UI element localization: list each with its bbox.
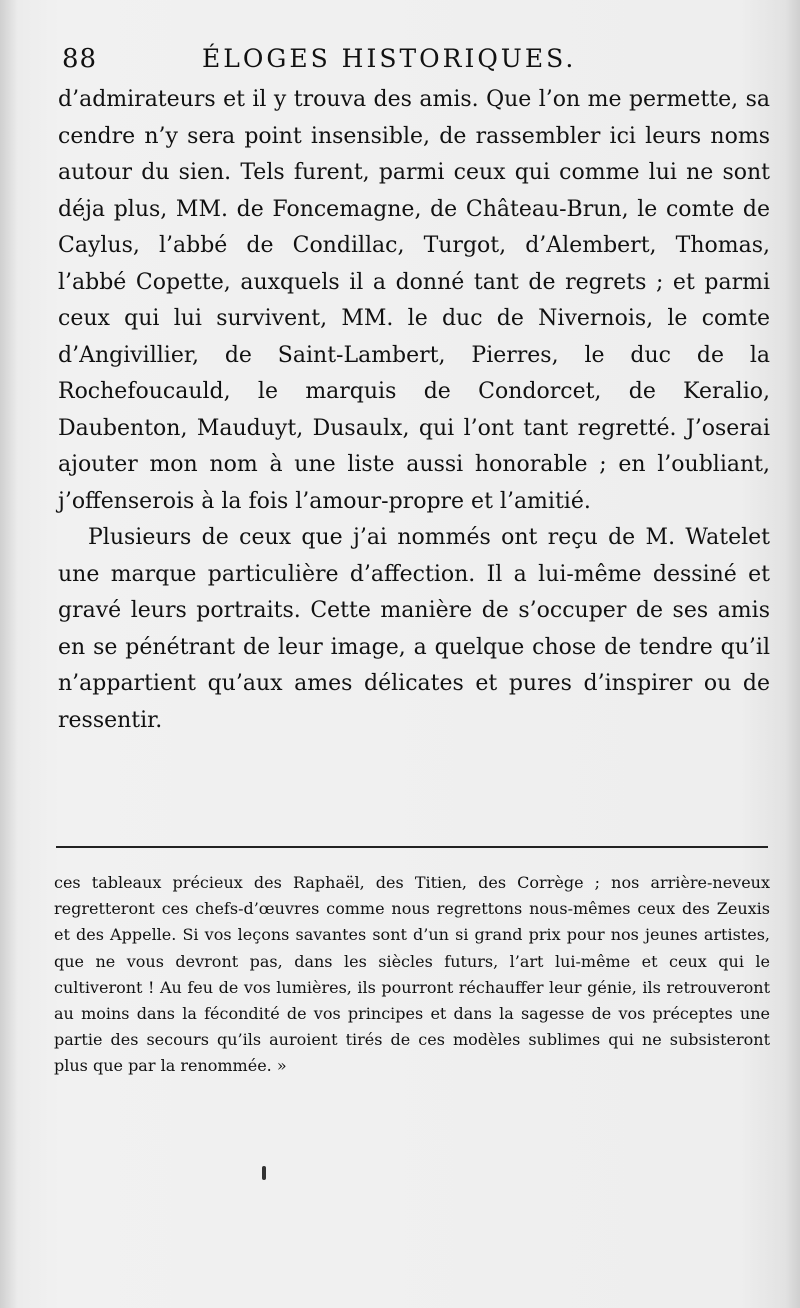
page-number: 88: [62, 44, 98, 74]
footnote: [54, 870, 770, 1080]
main-text: [58, 82, 770, 739]
running-title: ÉLOGES HISTORIQUES.: [202, 44, 577, 73]
paragraph-1: d’admirateurs et il y trouva des amis. Que l’on me permette, sa cendre n’y sera point insensible, de rassembler ici leurs noms autour du sien. Tels furent, parmi ceux qui comme lui ne sont déja plus, MM. de Foncemagne, de Château-Brun, le comte de Caylus, l’abbé de Condillac, Turgot, d’Alembert, Thomas, l’abbé Copette, auxquels il a donné tant de regrets ; et parmi ceux qui lui survivent, MM. le duc de Nivernois, le comte d’Angivillier, de Saint-Lambert, Pierres, le duc de la Rochefoucauld, le marquis de Condorcet, de Keralio, Daubenton, Mauduyt, Dusaulx, qui l’ont tant regretté. J’oserai ajouter mon nom à une liste aussi honorable ; en l’oubliant, j’offenserois à la fois l’amour-propre et l’amitié.: [58, 87, 770, 514]
ink-mark: [262, 1166, 266, 1180]
footnote-text: ces tableaux précieux des Raphaël, des Titien, des Corrège ; nos arrière-neveux regretteront ces chefs-d’œuvres comme nous regrettons nous-mêmes ceux des Zeuxis et des Appelle. Si vos leçons savantes sont d’un si grand prix pour nos jeunes artistes, que ne vous devront pas, dans les siècles futurs, l’art lui-même et ceux qui le cultiveront ! Au feu de vos lumières, ils pourront réchauffer leur génie, ils retrouveront au moins dans la fécondité de vos principes et dans la sagesse de vos préceptes une partie des secours qu’ils auroient tirés de ces modèles sublimes qui ne subsisteront plus que par la renommée. »: [54, 873, 770, 1076]
paragraph-2: Plusieurs de ceux que j’ai nommés ont reçu de M. Watelet une marque particulière d’affection. Il a lui-même dessiné et gravé leurs portraits. Cette manière de s’occuper de ses amis en se pénétrant de leur image, a quelque chose de tendre qu’il n’appartient qu’aux ames délicates et pures d’inspirer ou de ressentir.: [58, 525, 770, 733]
footnote-divider: [56, 846, 768, 848]
running-head: [62, 44, 762, 84]
